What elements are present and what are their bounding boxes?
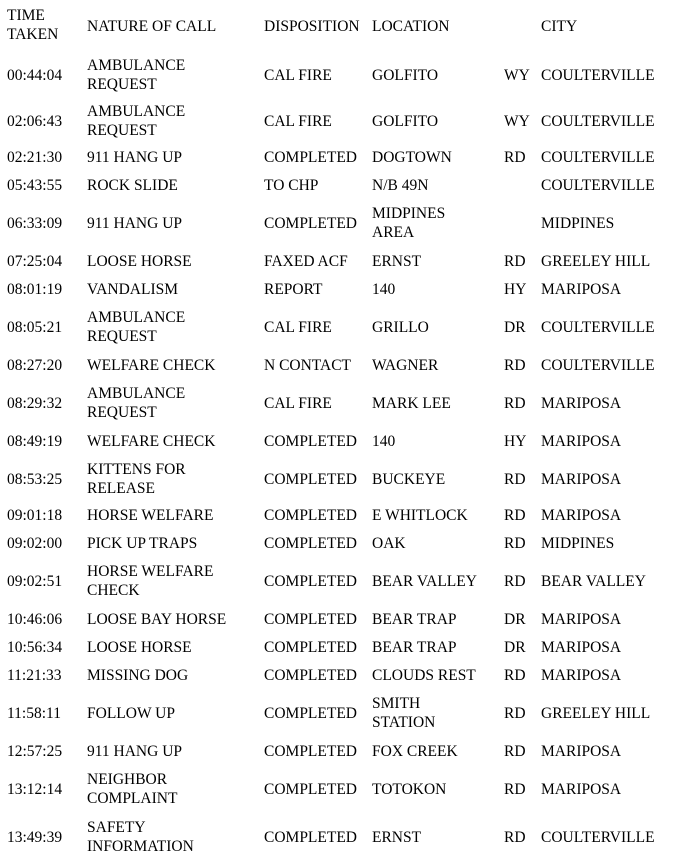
call-location: CLOUDS REST: [372, 667, 476, 684]
table-row: [0, 356, 676, 375]
call-disposition: COMPLETED: [264, 214, 357, 232]
call-city: COULTERVILLE: [541, 177, 655, 194]
table-row: [0, 610, 676, 629]
call-street-suffix: RD: [504, 535, 526, 552]
call-disposition: FAXED ACF: [264, 253, 348, 270]
call-disposition: COMPLETED: [264, 433, 357, 450]
header-nature-of-call: NATURE OF CALL: [87, 17, 217, 35]
call-time: 09:02:51: [7, 572, 63, 590]
call-nature: HORSE WELFARE: [87, 507, 214, 524]
call-nature: KITTENS FOR RELEASE: [87, 461, 186, 497]
call-disposition: COMPLETED: [264, 743, 357, 760]
call-city: MARIPOSA: [541, 470, 622, 488]
call-city: MIDPINES: [541, 535, 615, 552]
call-street-suffix: RD: [504, 394, 526, 412]
call-location: MARK LEE: [372, 394, 451, 412]
table-row: [0, 176, 676, 195]
call-nature: WELFARE CHECK: [87, 433, 216, 450]
call-time: 06:33:09: [7, 214, 63, 232]
call-nature: AMBULANCE REQUEST: [87, 385, 186, 421]
call-city: MARIPOSA: [541, 743, 622, 760]
call-disposition: COMPLETED: [264, 639, 357, 656]
table-row: [0, 280, 676, 299]
call-city: MARIPOSA: [541, 639, 622, 656]
call-city: COULTERVILLE: [541, 112, 655, 130]
call-disposition: COMPLETED: [264, 667, 357, 684]
call-nature: AMBULANCE REQUEST: [87, 57, 186, 93]
call-city: MARIPOSA: [541, 394, 622, 412]
call-nature: LOOSE HORSE: [87, 253, 192, 270]
header-street-suffix: [504, 6, 540, 46]
call-time: 11:58:11: [7, 704, 61, 722]
call-time: 11:21:33: [7, 667, 62, 684]
call-city: GREELEY HILL: [541, 253, 651, 270]
call-time: 08:01:19: [7, 281, 63, 298]
call-location: ERNST: [372, 253, 422, 270]
call-location: OAK: [372, 535, 406, 552]
call-location: MIDPINES AREA: [372, 205, 446, 241]
call-time: 08:53:25: [7, 470, 63, 488]
call-location: E WHITLOCK: [372, 507, 468, 524]
call-location: TOTOKON: [372, 780, 447, 798]
call-location: BEAR TRAP: [372, 639, 457, 656]
call-street-suffix: RD: [504, 828, 526, 846]
call-location: BEAR TRAP: [372, 611, 457, 628]
call-disposition: CAL FIRE: [264, 112, 332, 130]
call-time: 02:06:43: [7, 112, 63, 130]
call-location: 140: [372, 433, 396, 450]
table-row: [0, 384, 676, 422]
call-nature: FOLLOW UP: [87, 704, 175, 722]
call-nature: SAFETY INFORMATION: [87, 819, 194, 855]
header-row: [0, 6, 676, 46]
call-disposition: REPORT: [264, 281, 323, 298]
call-city: MARIPOSA: [541, 281, 622, 298]
header-location: LOCATION: [372, 17, 450, 35]
call-street-suffix: [504, 176, 540, 195]
call-nature: LOOSE HORSE: [87, 639, 192, 656]
header-disposition: DISPOSITION: [264, 17, 360, 35]
call-street-suffix: RD: [504, 704, 526, 722]
call-nature: 911 HANG UP: [87, 149, 183, 166]
call-disposition: TO CHP: [264, 177, 319, 194]
call-time: 12:57:25: [7, 743, 63, 760]
call-street-suffix: RD: [504, 253, 526, 270]
call-nature: AMBULANCE REQUEST: [87, 103, 186, 139]
call-time: 13:12:14: [7, 780, 63, 798]
call-street-suffix: DR: [504, 639, 526, 656]
call-time: 10:56:34: [7, 639, 63, 656]
call-nature: WELFARE CHECK: [87, 357, 216, 374]
table-row: [0, 252, 676, 271]
call-city: MARIPOSA: [541, 433, 622, 450]
call-disposition: COMPLETED: [264, 470, 357, 488]
call-street-suffix: RD: [504, 780, 526, 798]
call-location: ERNST: [372, 828, 422, 846]
table-row: [0, 506, 676, 525]
table-row: [0, 56, 676, 94]
table-row: [0, 534, 676, 553]
call-location: FOX CREEK: [372, 743, 458, 760]
call-city: GREELEY HILL: [541, 704, 651, 722]
call-location: BEAR VALLEY: [372, 572, 477, 590]
call-city: COULTERVILLE: [541, 66, 655, 84]
call-street-suffix: RD: [504, 357, 526, 374]
call-street-suffix: [504, 204, 540, 242]
call-street-suffix: WY: [504, 112, 530, 130]
call-time: 13:49:39: [7, 828, 63, 846]
call-city: COULTERVILLE: [541, 828, 655, 846]
call-nature: NEIGHBOR COMPLAINT: [87, 771, 178, 807]
call-street-suffix: DR: [504, 611, 526, 628]
call-nature: AMBULANCE REQUEST: [87, 309, 186, 345]
call-disposition: COMPLETED: [264, 704, 357, 722]
call-city: MIDPINES: [541, 214, 615, 232]
call-disposition: CAL FIRE: [264, 66, 332, 84]
call-time: 08:27:20: [7, 357, 63, 374]
call-time: 09:01:18: [7, 507, 63, 524]
table-row: [0, 818, 676, 856]
call-nature: HORSE WELFARE CHECK: [87, 563, 214, 599]
call-time: 09:02:00: [7, 535, 63, 552]
table-row: [0, 562, 676, 600]
table-row: [0, 742, 676, 761]
call-location: GOLFITO: [372, 66, 439, 84]
call-nature: LOOSE BAY HORSE: [87, 611, 227, 628]
call-city: COULTERVILLE: [541, 357, 655, 374]
call-location: BUCKEYE: [372, 470, 446, 488]
table-row: [0, 694, 676, 732]
table-row: [0, 460, 676, 498]
call-disposition: N CONTACT: [264, 357, 352, 374]
call-nature: PICK UP TRAPS: [87, 535, 198, 552]
call-disposition: COMPLETED: [264, 611, 357, 628]
call-street-suffix: RD: [504, 743, 526, 760]
call-city: MARIPOSA: [541, 611, 622, 628]
call-time: 10:46:06: [7, 611, 63, 628]
call-location: SMITH STATION: [372, 695, 436, 731]
call-street-suffix: DR: [504, 318, 526, 336]
call-street-suffix: RD: [504, 470, 526, 488]
call-disposition: COMPLETED: [264, 572, 357, 590]
call-disposition: CAL FIRE: [264, 394, 332, 412]
table-row: [0, 638, 676, 657]
call-street-suffix: WY: [504, 66, 530, 84]
call-street-suffix: RD: [504, 572, 526, 590]
call-disposition: COMPLETED: [264, 780, 357, 798]
table-row: [0, 308, 676, 346]
call-disposition: COMPLETED: [264, 828, 357, 846]
call-time: 08:05:21: [7, 318, 63, 336]
call-city: COULTERVILLE: [541, 149, 655, 166]
call-location: N/B 49N: [372, 177, 429, 194]
call-location: GOLFITO: [372, 112, 439, 130]
call-time: 08:49:19: [7, 433, 63, 450]
call-nature: 911 HANG UP: [87, 214, 183, 232]
table-row: [0, 204, 676, 242]
call-street-suffix: RD: [504, 149, 526, 166]
table-row: [0, 148, 676, 167]
header-city: CITY: [541, 17, 578, 35]
call-location: 140: [372, 281, 396, 298]
call-time: 00:44:04: [7, 66, 63, 84]
call-city: MARIPOSA: [541, 667, 622, 684]
table-row: [0, 432, 676, 451]
call-nature: VANDALISM: [87, 281, 179, 298]
call-nature: ROCK SLIDE: [87, 177, 178, 194]
call-city: BEAR VALLEY: [541, 572, 646, 590]
call-street-suffix: HY: [504, 433, 527, 450]
call-time: 02:21:30: [7, 149, 63, 166]
call-disposition: COMPLETED: [264, 149, 357, 166]
call-city: COULTERVILLE: [541, 318, 655, 336]
call-time: 05:43:55: [7, 177, 63, 194]
call-time: 08:29:32: [7, 394, 63, 412]
table-row: [0, 666, 676, 685]
call-city: MARIPOSA: [541, 507, 622, 524]
call-location: WAGNER: [372, 357, 439, 374]
call-disposition: COMPLETED: [264, 507, 357, 524]
table-row: [0, 770, 676, 808]
call-city: MARIPOSA: [541, 780, 622, 798]
call-nature: 911 HANG UP: [87, 743, 183, 760]
call-street-suffix: RD: [504, 667, 526, 684]
call-disposition: CAL FIRE: [264, 318, 332, 336]
call-street-suffix: RD: [504, 507, 526, 524]
call-nature: MISSING DOG: [87, 667, 189, 684]
call-street-suffix: HY: [504, 281, 527, 298]
call-disposition: COMPLETED: [264, 535, 357, 552]
header-time-taken: TIME TAKEN: [7, 7, 59, 43]
call-location: DOGTOWN: [372, 149, 452, 166]
call-location: GRILLO: [372, 318, 429, 336]
call-time: 07:25:04: [7, 253, 63, 270]
table-row: [0, 102, 676, 140]
